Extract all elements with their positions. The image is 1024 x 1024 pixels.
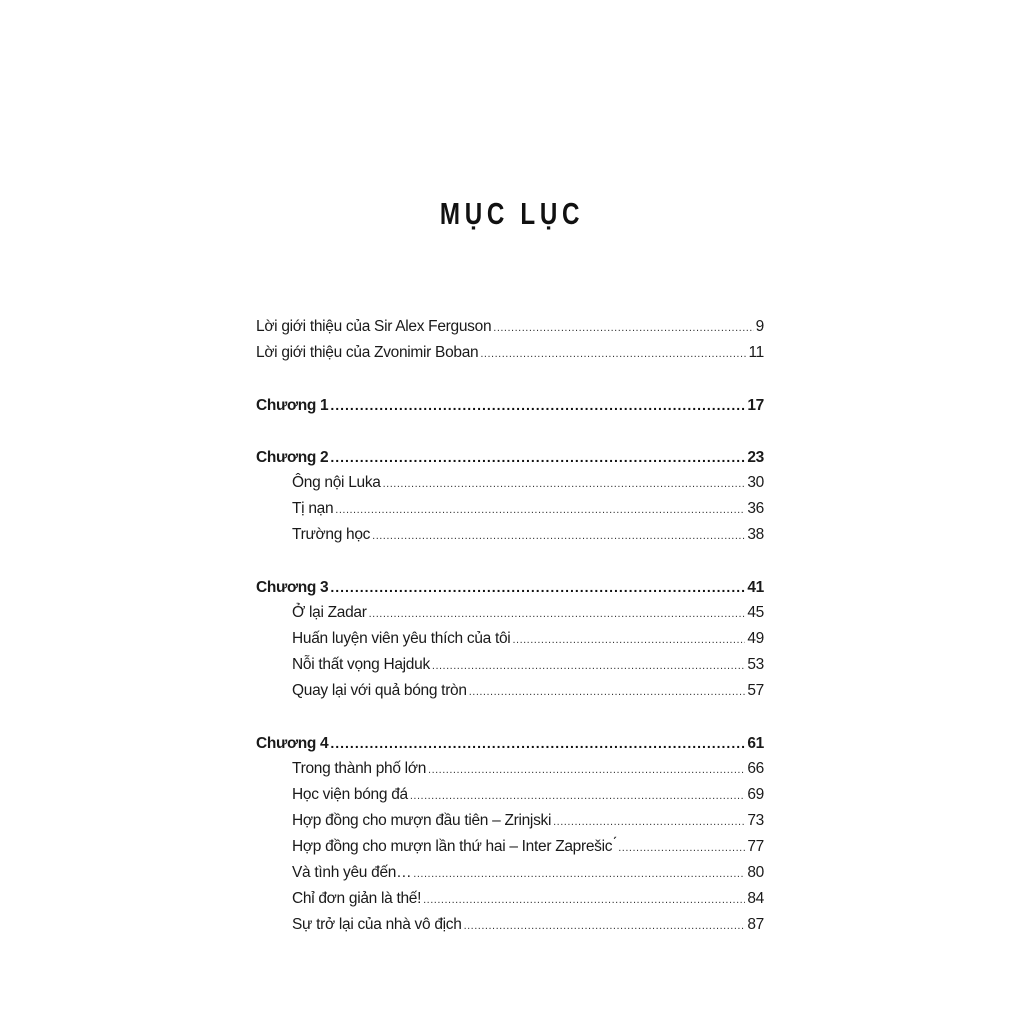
toc-chapter[interactable] — [256, 574, 764, 600]
toc-section-label: Học viện bóng đá — [292, 786, 408, 803]
toc-section-page: 36 — [747, 500, 764, 517]
toc-section-label: Huấn luyện viên yêu thích của tôi — [292, 630, 511, 647]
dot-leader — [618, 835, 745, 861]
toc-chapter-label: Chương 2 — [256, 449, 329, 466]
toc-section-page: 80 — [747, 864, 764, 881]
toc-section-label: Hợp đồng cho mượn lần thứ hai – Inter Zaprešic ́ — [292, 838, 617, 855]
toc-chapter-page: 23 — [747, 449, 764, 466]
toc-section-label: Nỗi thất vọng Hajduk — [292, 656, 430, 673]
toc-section[interactable] — [256, 496, 764, 522]
toc-section-label: Trường học — [292, 526, 371, 543]
dot-leader — [383, 471, 746, 497]
dot-leader — [480, 341, 746, 367]
toc-chapter-page: 41 — [747, 579, 764, 596]
toc-section[interactable] — [256, 522, 764, 548]
toc-chapter-page: 17 — [747, 397, 764, 414]
toc-section[interactable] — [256, 886, 764, 912]
toc-section-label: Ông nội Luka — [292, 474, 381, 491]
toc-section-page: 57 — [747, 682, 764, 699]
toc-section[interactable] — [256, 600, 764, 626]
toc-section-page: 69 — [747, 786, 764, 803]
dot-leader — [410, 783, 746, 809]
toc-section[interactable] — [256, 912, 764, 938]
toc-section-label: Hợp đồng cho mượn đầu tiên – Zrinjski — [292, 812, 552, 829]
dot-leader — [493, 315, 753, 341]
toc-section[interactable] — [256, 860, 764, 886]
toc-section[interactable] — [256, 626, 764, 652]
section-spacer — [256, 418, 764, 444]
dot-leader — [428, 757, 745, 783]
toc-entry-page: 11 — [748, 344, 764, 361]
toc-section-page: 73 — [747, 812, 764, 829]
toc-section[interactable] — [256, 808, 764, 834]
toc-section-label: Ở lại Zadar — [292, 604, 367, 621]
toc-section-page: 49 — [747, 630, 764, 647]
dot-leader — [330, 444, 745, 470]
toc-section[interactable] — [256, 678, 764, 704]
page-title: MỤC LỤC — [439, 196, 585, 231]
toc-section-label: Chỉ đơn giản là thế! — [292, 890, 422, 907]
toc-section[interactable] — [256, 652, 764, 678]
dot-leader — [432, 653, 745, 679]
dot-leader — [335, 497, 745, 523]
dot-leader — [372, 523, 745, 549]
toc-chapter[interactable] — [256, 444, 764, 470]
dot-leader — [413, 861, 745, 887]
toc-entry[interactable] — [256, 314, 764, 340]
toc-section-page: 45 — [747, 604, 764, 621]
toc-section-page: 53 — [747, 656, 764, 673]
dot-leader — [330, 392, 745, 418]
toc-chapter-page: 61 — [747, 735, 764, 752]
toc-chapter-label: Chương 4 — [256, 735, 329, 752]
dot-leader — [469, 679, 746, 705]
toc-section-label: Tị nạn — [292, 500, 334, 517]
toc-section-page: 38 — [747, 526, 764, 543]
toc-section[interactable] — [256, 470, 764, 496]
dot-leader — [369, 601, 746, 627]
table-of-contents — [256, 314, 764, 938]
toc-section-label: Và tình yêu đến… — [292, 864, 412, 881]
dot-leader — [553, 809, 745, 835]
toc-section[interactable] — [256, 756, 764, 782]
toc-chapter[interactable] — [256, 392, 764, 418]
toc-chapter[interactable] — [256, 730, 764, 756]
toc-section-page: 84 — [747, 890, 764, 907]
toc-entry-label: Lời giới thiệu của Sir Alex Ferguson — [256, 318, 492, 335]
toc-section-page: 66 — [747, 760, 764, 777]
toc-section-page: 77 — [747, 838, 764, 855]
toc-section-page: 30 — [747, 474, 764, 491]
toc-entry-page: 9 — [755, 318, 764, 335]
dot-leader — [330, 574, 745, 600]
toc-entry-label: Lời giới thiệu của Zvonimir Boban — [256, 344, 479, 361]
section-spacer — [256, 366, 764, 392]
section-spacer — [256, 548, 764, 574]
toc-section[interactable] — [256, 782, 764, 808]
toc-section-label: Trong thành phố lớn — [292, 760, 427, 777]
dot-leader — [423, 887, 745, 913]
toc-chapter-label: Chương 3 — [256, 579, 329, 596]
toc-chapter-label: Chương 1 — [256, 397, 329, 414]
toc-section-label: Quay lại với quả bóng tròn — [292, 682, 467, 699]
toc-section-label: Sự trở lại của nhà vô địch — [292, 916, 462, 933]
section-spacer — [256, 704, 764, 730]
dot-leader — [512, 627, 745, 653]
dot-leader — [330, 730, 745, 756]
dot-leader — [464, 913, 746, 939]
toc-section-page: 87 — [747, 916, 764, 933]
toc-section[interactable] — [256, 834, 764, 860]
toc-entry[interactable] — [256, 340, 764, 366]
